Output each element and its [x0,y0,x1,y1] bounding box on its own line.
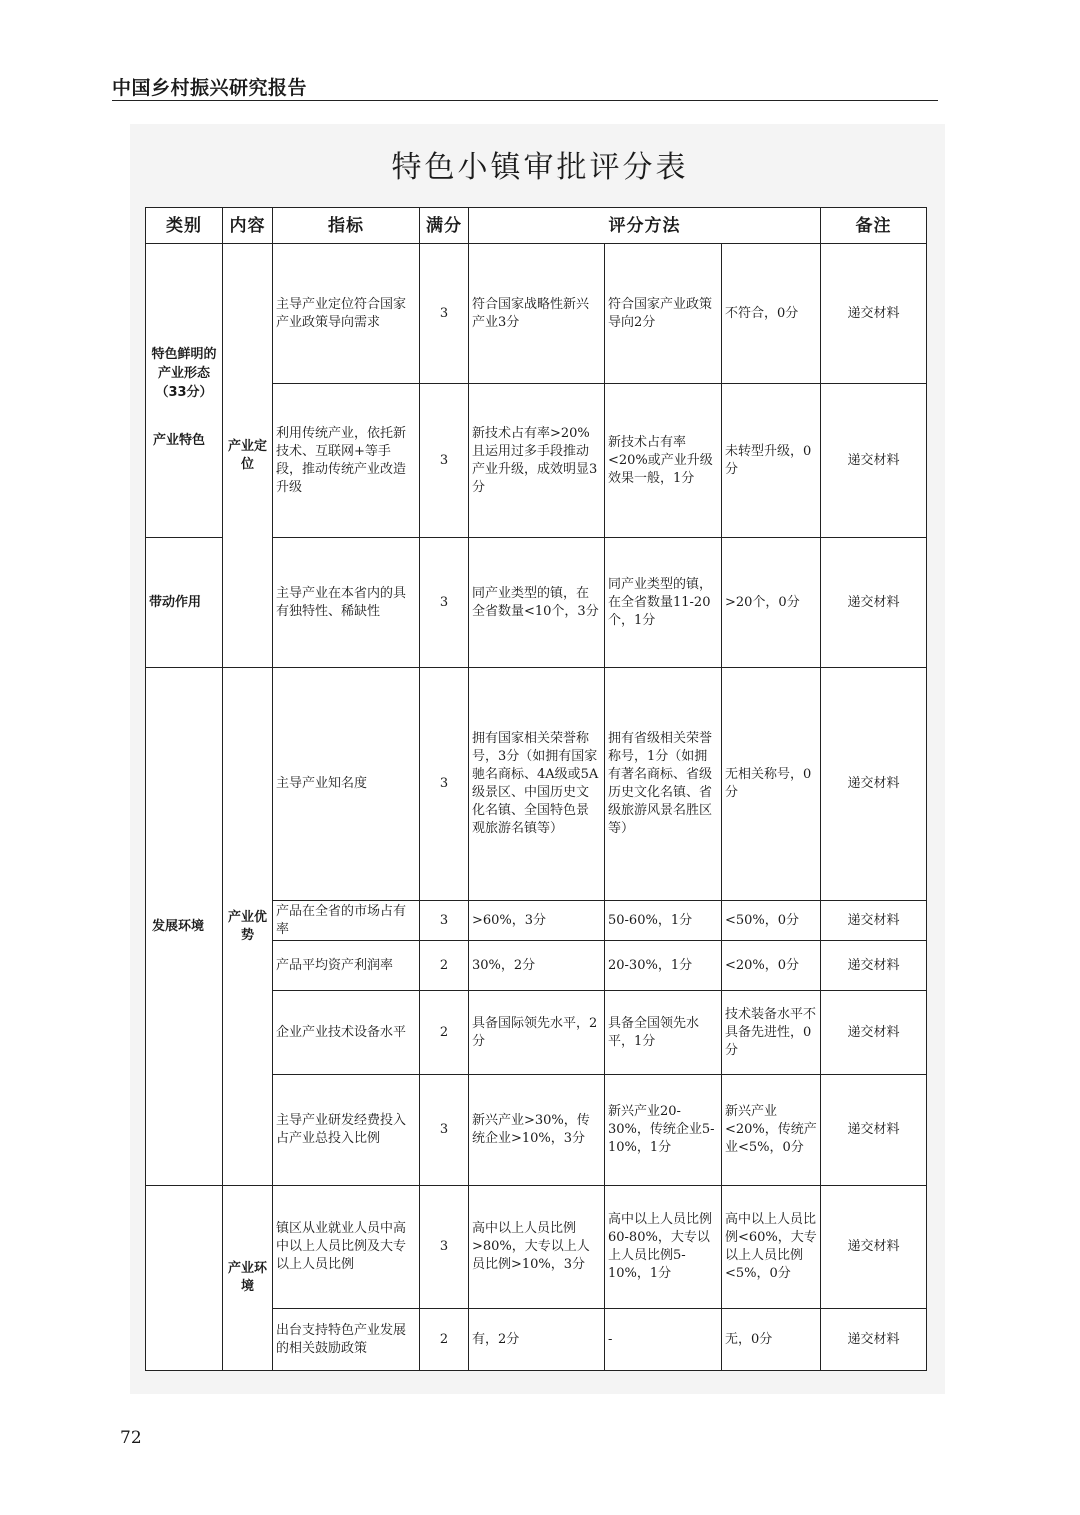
header-scoring-method: 评分方法 [469,208,821,244]
method-low-cell: >20个，0分 [722,538,821,668]
method-mid-cell: 同产业类型的镇，在全省数量11-20个，1分 [605,538,722,668]
page-title: 特色小镇审批评分表 [391,150,689,185]
remarks-cell: 递交材料 [821,1075,927,1186]
remarks-cell: 递交材料 [821,384,927,538]
method-low-cell: 高中以上人员比例<60%，大专以上人员比例<5%，0分 [722,1186,821,1309]
score-cell: 3 [420,668,469,901]
header-divider [112,100,938,101]
running-header: 中国乡村振兴研究报告 [112,77,308,99]
method-high-cell: 具备国际领先水平，2分 [469,991,605,1075]
header-indicator: 指标 [273,208,420,244]
method-high-cell: 新兴产业>30%，传统企业>10%，3分 [469,1075,605,1186]
method-high-cell: 30%，2分 [469,941,605,991]
remarks-cell: 递交材料 [821,1309,927,1371]
indicator-cell: 产品在全省的市场占有率 [273,901,420,941]
table-header-row [146,208,927,244]
content-cell: 产业环境 [223,1186,273,1371]
method-mid-cell: 高中以上人员比例60-80%，大专以上人员比例5-10%，1分 [605,1186,722,1309]
indicator-cell: 镇区从业就业人员中高中以上人员比例及大专以上人员比例 [273,1186,420,1309]
category-label: 产业特色 [153,433,206,448]
remarks-cell: 递交材料 [821,1186,927,1309]
method-low-cell: 技术装备水平不具备先进性，0分 [722,991,821,1075]
method-high-cell: 高中以上人员比例>80%，大专以上人员比例>10%，3分 [469,1186,605,1309]
score-cell: 2 [420,1309,469,1371]
category-heading: 特色鲜明的产业形态（33分） [151,347,217,400]
method-low-cell: 新兴产业<20%，传统产业<5%，0分 [722,1075,821,1186]
score-cell: 3 [420,244,469,384]
remarks-cell: 递交材料 [821,244,927,384]
page-number: 72 [120,1428,142,1448]
category-cell-empty [146,1186,223,1371]
remarks-cell: 递交材料 [821,941,927,991]
remarks-cell: 递交材料 [821,668,927,901]
method-mid-cell: 20-30%，1分 [605,941,722,991]
method-mid-cell: 新兴产业20-30%，传统企业5-10%，1分 [605,1075,722,1186]
indicator-cell: 主导产业知名度 [273,668,420,901]
header-category: 类别 [146,208,223,244]
content-cell: 产业定位 [223,244,273,668]
method-mid-cell: - [605,1309,722,1371]
indicator-cell: 主导产业在本省内的具有独特性、稀缺性 [273,538,420,668]
indicator-cell: 企业产业技术设备水平 [273,991,420,1075]
header-remarks: 备注 [821,208,927,244]
content-cell: 产业优势 [223,668,273,1186]
indicator-cell: 主导产业研发经费投入占产业总投入比例 [273,1075,420,1186]
method-mid-cell: 50-60%，1分 [605,901,722,941]
category-cell: 发展环境 [146,668,223,1186]
method-mid-cell: 具备全国领先水平，1分 [605,991,722,1075]
table-row [146,244,927,384]
scoring-table [145,207,927,1371]
header-full-score: 满分 [420,208,469,244]
method-mid-cell: 拥有省级相关荣誉称号，1分（如拥有著名商标、省级历史文化名镇、省级旅游风景名胜区等） [605,668,722,901]
header-content: 内容 [223,208,273,244]
method-low-cell: 无相关称号，0分 [722,668,821,901]
score-cell: 3 [420,538,469,668]
score-cell: 3 [420,384,469,538]
indicator-cell: 利用传统产业，依托新技术、互联网+等手段，推动传统产业改造升级 [273,384,420,538]
method-low-cell: <50%，0分 [722,901,821,941]
method-high-cell: >60%，3分 [469,901,605,941]
method-low-cell: 无，0分 [722,1309,821,1371]
score-cell: 3 [420,1075,469,1186]
indicator-cell: 出台支持特色产业发展的相关鼓励政策 [273,1309,420,1371]
method-high-cell: 新技术占有率>20%且运用过多手段推动产业升级，成效明显3分 [469,384,605,538]
method-high-cell: 符合国家战略性新兴产业3分 [469,244,605,384]
method-high-cell: 拥有国家相关荣誉称号，3分（如拥有国家驰名商标、4A级或5A级景区、中国历史文化名镇、全国特色景观旅游名镇等） [469,668,605,901]
method-low-cell: 未转型升级，0分 [722,384,821,538]
score-cell: 3 [420,1186,469,1309]
table-row [146,668,927,901]
method-mid-cell: 新技术占有率<20%或产业升级效果一般，1分 [605,384,722,538]
remarks-cell: 递交材料 [821,901,927,941]
table-row [146,1186,927,1309]
category-cell: 带动作用 [146,538,223,668]
category-cell [146,244,223,538]
method-high-cell: 同产业类型的镇，在全省数量<10个，3分 [469,538,605,668]
method-low-cell: 不符合，0分 [722,244,821,384]
method-mid-cell: 符合国家产业政策导向2分 [605,244,722,384]
indicator-cell: 产品平均资产利润率 [273,941,420,991]
method-high-cell: 有，2分 [469,1309,605,1371]
score-cell: 3 [420,901,469,941]
remarks-cell: 递交材料 [821,991,927,1075]
indicator-cell: 主导产业定位符合国家产业政策导向需求 [273,244,420,384]
remarks-cell: 递交材料 [821,538,927,668]
method-low-cell: <20%，0分 [722,941,821,991]
score-cell: 2 [420,941,469,991]
score-cell: 2 [420,991,469,1075]
